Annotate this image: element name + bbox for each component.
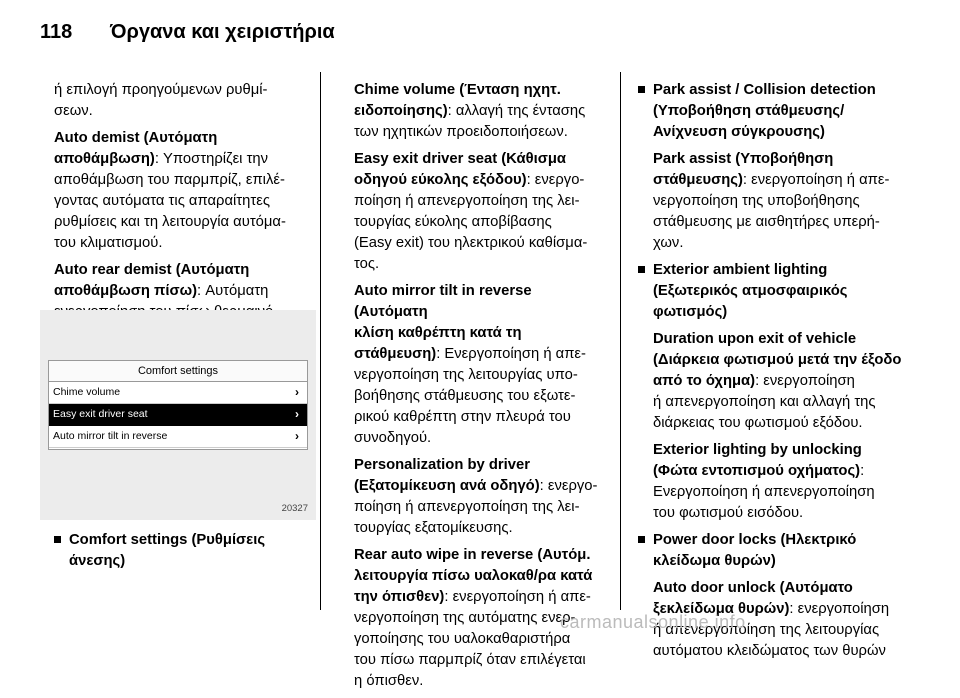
- bullet-item: [638, 530, 938, 572]
- setting-description: [354, 80, 606, 143]
- menu-item-label: Auto mirror tilt in reverse: [53, 430, 168, 442]
- bullet-square-icon: [638, 266, 645, 273]
- setting-heading: Auto rear demist (Αυτόματη αποθάμβωση πίσω): [54, 262, 250, 299]
- setting-text: : ενεργοποίηση ή απενεργοποίηση και αλλαγή της διάρκειας του φωτισμού εξόδου.: [653, 373, 876, 431]
- column-2: [354, 80, 606, 698]
- setting-heading: Park assist (Υποβοήθηση στάθμευσης): [653, 151, 834, 188]
- bullet-heading: Comfort settings (Ρυθμίσεις άνεσης): [69, 532, 266, 569]
- setting-heading: Auto door unlock (Αυτόματο ξεκλείδωμα θυρών): [653, 580, 853, 617]
- page-title: Όργανα και χειριστήρια: [110, 21, 335, 43]
- bullet-heading: Power door locks (Ηλεκτρικό κλείδωμα θυρών): [653, 532, 857, 569]
- setting-description: [354, 149, 606, 275]
- setting-heading: Personalization by driver (Εξατομίκευση ανά οδηγό): [354, 457, 540, 494]
- setting-heading: Duration upon exit of vehicle (Διάρκεια φωτισμού μετά την έξοδο από το όχημα): [653, 331, 902, 389]
- setting-heading: Chime volume (Ένταση ηχητ. ειδοποίησης): [354, 82, 561, 119]
- setting-description: [54, 128, 316, 254]
- setting-text: : Ενεργοποίηση ή απενεργοποίηση του φωτισμού εισόδου.: [653, 463, 875, 521]
- page-number: 118: [40, 21, 73, 43]
- bullet-item: [638, 260, 938, 323]
- screen-title: Comfort settings: [49, 361, 307, 382]
- setting-text: : Ενεργοποίηση ή απε- νεργοποίηση της λειτουργίας υπο- βοήθησης στάθμευσης του εξωτε- ρικού καθρέπτη στην πλευρά του συνοδηγού.: [354, 346, 586, 446]
- bullet-heading: Park assist / Collision detection (Υποβοήθηση στάθμευσης/ Ανίχνευση σύγκρουσης): [653, 82, 876, 140]
- column-divider: [620, 72, 621, 610]
- setting-text: : Αυτόματη: [197, 283, 269, 299]
- bullet-square-icon: [638, 536, 645, 543]
- chevron-right-icon: ›: [295, 385, 299, 399]
- setting-text: : Υποστηρίζει την αποθάμβωση του παρμπρίζ, επιλέ- γοντας αυτόματα τις απαραίτητες ρυθμίσεις και τη λειτουργία αυτόμα- του κλιματισμού.: [54, 151, 286, 251]
- setting-description: [638, 149, 938, 254]
- display-screen: [48, 360, 308, 450]
- setting-heading: Exterior lighting by unlocking (Φώτα εντοπισμού οχήματος): [653, 442, 862, 479]
- setting-text: : ενεργοποίηση ή απε- νεργοποίηση της υποβοήθησης στάθμευσης με αισθητήρες υπερή- χων.: [653, 172, 890, 251]
- setting-text: : ενεργοποίηση ή απε- νεργοποίηση της αυτόματης ενερ- γοποίησης του υαλοκαθαριστήρα του πίσω παρμπρίζ όταν επιλέγεται η όπισθεν.: [354, 589, 591, 689]
- setting-heading: Easy exit driver seat (Κάθισμα οδηγού εύκολης εξόδου): [354, 151, 566, 188]
- bullet-square-icon: [638, 86, 645, 93]
- setting-description: [354, 281, 606, 449]
- bullet-square-icon: [54, 536, 61, 543]
- page-header: [0, 0, 960, 62]
- setting-description: [638, 329, 938, 434]
- bullet-item: [54, 530, 331, 572]
- setting-text: : ενεργο- ποίηση ή απενεργοποίηση της λει- τουργίας εύκολης αποβίβασης (Easy exit) του ηλεκτρικού καθίσμα- τος.: [354, 172, 588, 272]
- setting-heading: Auto mirror tilt in reverse (Αυτόματη κλίση καθρέπτη κατά τη στάθμευση): [354, 283, 532, 362]
- bullet-item: [638, 80, 938, 143]
- chevron-right-icon: ›: [295, 407, 299, 421]
- menu-item-easy-exit: [49, 404, 307, 426]
- watermark: carmanualsonline.info: [560, 612, 746, 632]
- column-3: [638, 80, 938, 668]
- menu-item-label: Easy exit driver seat: [53, 408, 148, 420]
- menu-item-chime-volume: [49, 382, 307, 404]
- setting-text: : ενεργοποίηση ή απενεργοποίηση της λειτουργίας αυτόματου κλειδώματος των θυρών: [653, 601, 890, 659]
- bullet-heading: Exterior ambient lighting (Εξωτερικός ατμοσφαιρικός φωτισμός): [653, 262, 848, 320]
- menu-item-mirror-tilt: [49, 426, 307, 448]
- paragraph: ή επιλογή προηγούμενων ρυθμί- σεων.: [54, 82, 268, 119]
- setting-description: [638, 440, 938, 524]
- setting-heading: Rear auto wipe in reverse (Αυτόμ. λειτουργία πίσω υαλοκαθ/ρα κατά την όπισθεν): [354, 547, 593, 605]
- figure-id: 20327: [281, 503, 308, 514]
- setting-heading: Auto demist (Αυτόματη αποθάμβωση): [54, 130, 218, 167]
- setting-text: : αλλαγή της έντασης των ηχητικών προειδοποιήσεων.: [354, 103, 586, 140]
- display-figure: [40, 310, 316, 520]
- menu-item-label: Chime volume: [53, 386, 121, 398]
- setting-text: : ενεργο- ποίηση ή απενεργοποίηση της λει- τουργίας εξατομίκευσης.: [354, 478, 598, 536]
- setting-description: [354, 455, 606, 539]
- chevron-right-icon: ›: [295, 429, 299, 443]
